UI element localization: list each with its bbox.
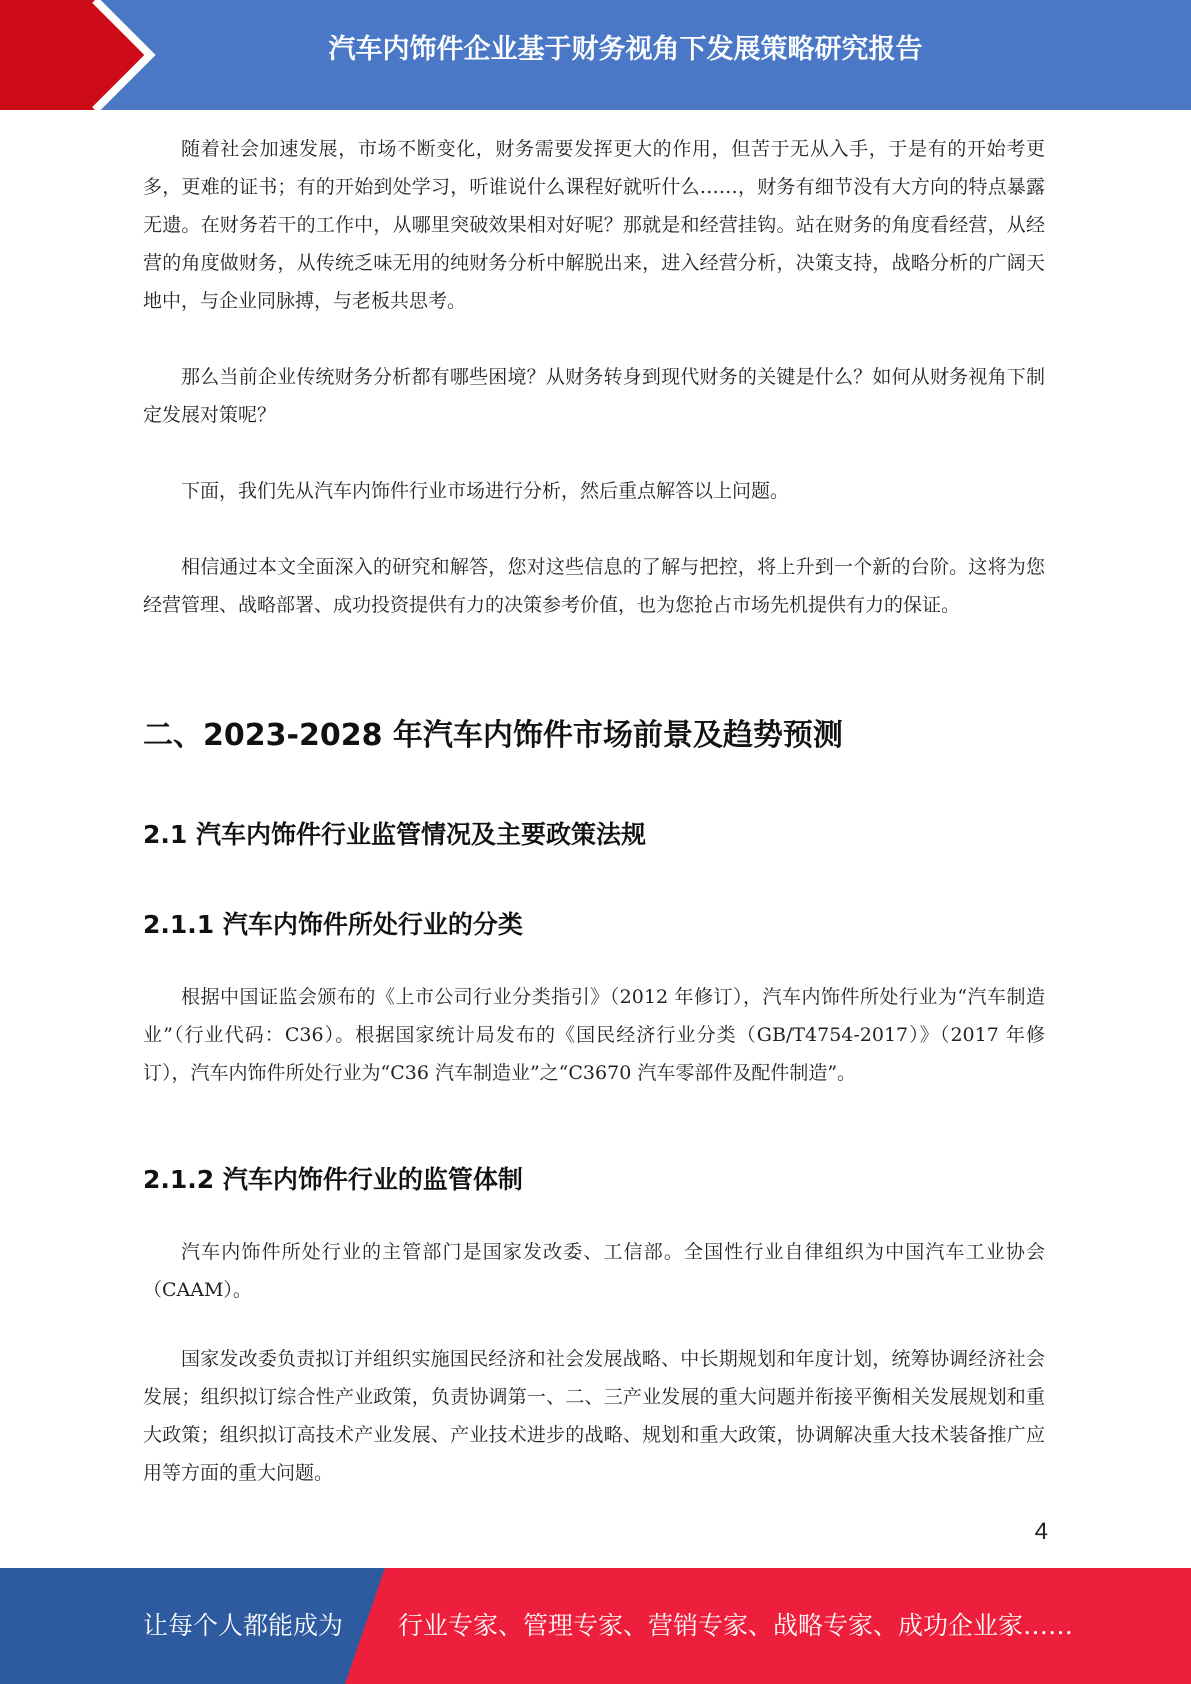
paragraph-value: 相信通过本文全面深入的研究和解答，您对这些信息的了解与把控，将上升到一个新的台阶。这将为您经营管理、战略部署、成功投资提供有力的决策参考价值，也为您抢占市场先机提供有力的保证。 — [143, 556, 1045, 616]
footer-slogan-right: 行业专家、管理专家、营销专家、战略专家、成功企业家…… — [398, 1611, 1074, 1640]
paragraph-classification: 根据中国证监会颁布的《上市公司行业分类指引》（2012 年修订），汽车内饰件所处行业为“汽车制造业”（行业代码：C36）。根据国家统计局发布的《国民经济行业分类（GB/T4754-2017）》（2017 年修订），汽车内饰件所处行业为“C36 汽车制造业”之“C3670 汽车零部件及配件制造”。 — [143, 986, 1045, 1084]
paragraph-intro: 随着社会加速发展，市场不断变化，财务需要发挥更大的作用，但苦于无从入手，于是有的开始考更多，更难的证书；有的开始到处学习，听谁说什么课程好就听什么……，财务有细节没有大方向的特点暴露无遗。在财务若干的工作中，从哪里突破效果相对好呢？那就是和经营挂钩。站在财务的角度看经营，从经营的角度做财务，从传统乏味无用的纯财务分析中解脱出来，进入经营分析，决策支持，战略分析的广阔天地中，与企业同脉搏，与老板共思考。 — [143, 138, 1045, 312]
paragraph-analysis-plan: 下面，我们先从汽车内饰件行业市场进行分析，然后重点解答以上问题。 — [181, 480, 790, 502]
paragraph-ndrc-duties: 国家发改委负责拟订并组织实施国民经济和社会发展战略、中长期规划和年度计划，统筹协调经济社会发展；组织拟订综合性产业政策，负责协调第一、二、三产业发展的重大问题并衔接平衡相关发展规划和重大政策；组织拟订高技术产业发展、产业技术进步的战略、规划和重大政策，协调解决重大技术装备推广应用等方面的重大问题。 — [143, 1348, 1045, 1484]
header-banner — [0, 0, 1191, 110]
subsection-title-2-1-2: 2.1.2 汽车内饰件行业的监管体制 — [143, 1165, 523, 1194]
subsection-title-2-1-1: 2.1.1 汽车内饰件所处行业的分类 — [143, 910, 523, 939]
header-title: 汽车内饰件企业基于财务视角下发展策略研究报告 — [328, 34, 923, 65]
footer-banner — [0, 1568, 1191, 1684]
footer-slogan-left: 让每个人都能成为 — [143, 1611, 344, 1640]
section-title: 二、2023-2028 年汽车内饰件市场前景及趋势预测 — [143, 718, 843, 753]
header-arrow-icon — [0, 0, 170, 110]
page-number: 4 — [1034, 1518, 1048, 1545]
subsection-title-2-1: 2.1 汽车内饰件行业监管情况及主要政策法规 — [143, 820, 646, 849]
paragraph-questions: 那么当前企业传统财务分析都有哪些困境？从财务转身到现代财务的关键是什么？如何从财务视角下制定发展对策呢？ — [143, 366, 1045, 426]
paragraph-regulators: 汽车内饰件所处行业的主管部门是国家发改委、工信部。全国性行业自律组织为中国汽车工业协会（CAAM）。 — [143, 1241, 1045, 1301]
